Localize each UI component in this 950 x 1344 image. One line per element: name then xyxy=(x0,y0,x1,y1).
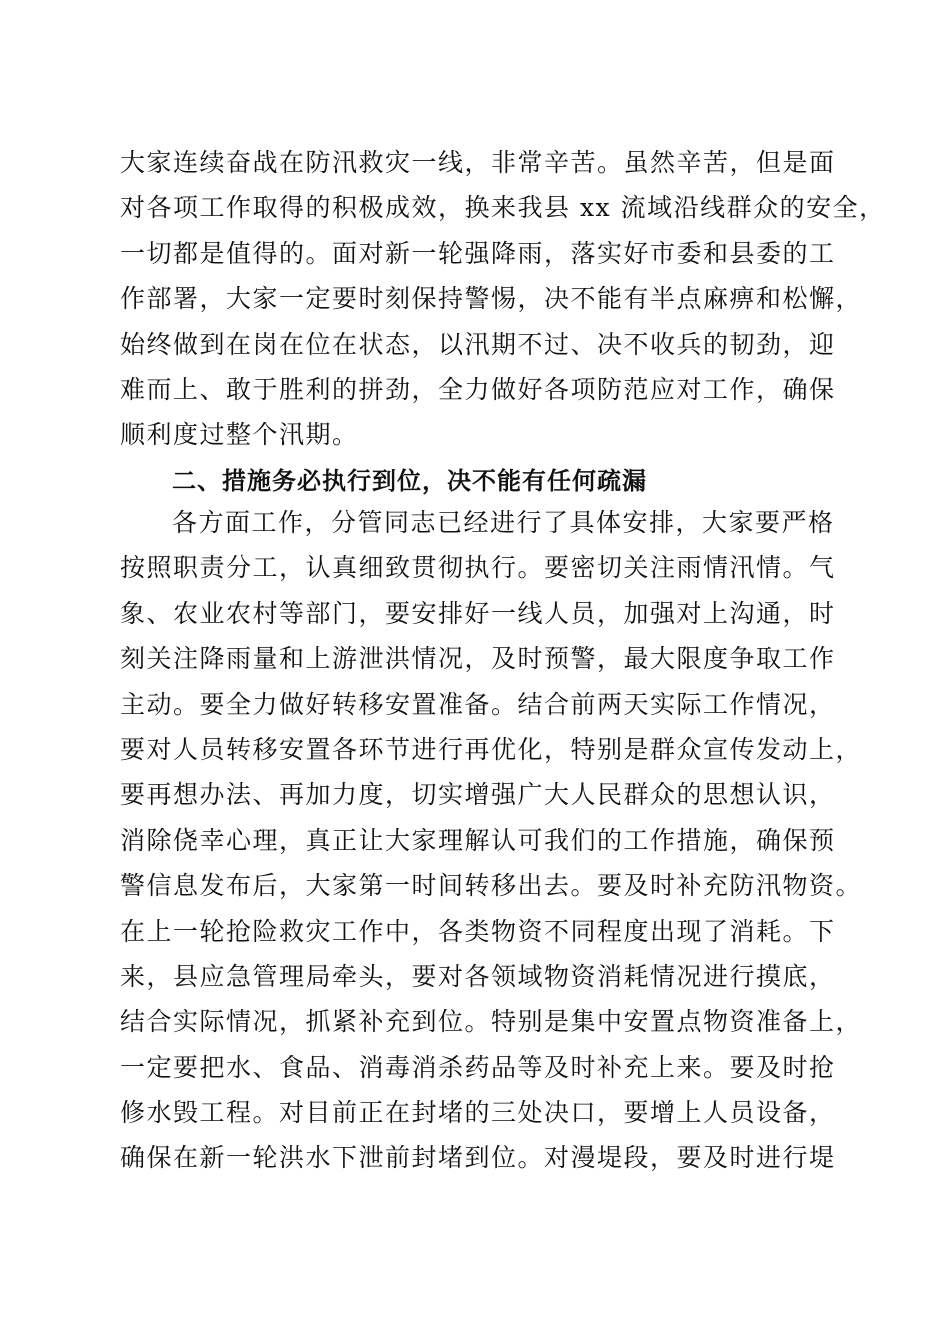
paragraph-line: 难而上、敢于胜利的拼劲，全力做好各项防范应对工作，确保 xyxy=(120,374,836,404)
section-heading-block xyxy=(120,459,840,504)
paragraph-line: 按照职责分工，认真细致贯彻执行。要密切关注雨情汛情。气 xyxy=(120,553,836,583)
paragraph-line: 作部署，大家一定要时刻保持警惕，决不能有半点麻痹和松懈， xyxy=(120,284,863,314)
paragraph-line: 要对人员转移安置各环节进行再优化，特别是群众宣传发动上， xyxy=(120,734,863,764)
paragraph-line: 大家连续奋战在防汛救灾一线，非常辛苦。虽然辛苦，但是面 xyxy=(120,148,836,177)
paragraph-line: 修水毁工程。对目前正在封堵的三处决口，要增上人员设备， xyxy=(120,1098,836,1128)
paragraph-line: 消除侥幸心理，真正让大家理解认可我们的工作措施，确保预 xyxy=(120,825,836,855)
paragraph-line: 警信息发布后，大家第一时间转移出去。要及时补充防汛物资。 xyxy=(120,871,863,901)
paragraph-line: 象、农业农村等部门，要安排好一线人员，加强对上沟通，时 xyxy=(120,598,836,628)
paragraph-1 xyxy=(120,140,886,458)
paragraph-line: 来，县应急管理局牵头，要对各领域物资消耗情况进行摸底， xyxy=(120,961,836,991)
paragraph-2 xyxy=(120,500,863,1181)
paragraph-line: 结合实际情况，抓紧补充到位。特别是集中安置点物资准备上， xyxy=(120,1007,863,1037)
paragraph-line: 始终做到在岗在位在状态，以汛期不过、决不收兵的韧劲，迎 xyxy=(120,329,836,359)
paragraph-line: 对各项工作取得的积极成效，换来我县 xx 流域沿线群众的安全， xyxy=(120,193,886,223)
paragraph-line: 一定要把水、食品、消毒消杀药品等及时补充上来。要及时抢 xyxy=(120,1052,836,1082)
paragraph-line: 一切都是值得的。面对新一轮强降雨，落实好市委和县委的工 xyxy=(120,238,836,268)
paragraph-line: 确保在新一轮洪水下泄前封堵到位。对漫堤段，要及时进行堤 xyxy=(120,1143,836,1173)
paragraph-line: 在上一轮抢险救灾工作中，各类物资不同程度出现了消耗。下 xyxy=(120,916,836,946)
paragraph-line: 顺利度过整个汛期。 xyxy=(120,420,359,450)
paragraph-line: 要再想办法、再加力度，切实增强广大人民群众的思想认识， xyxy=(120,780,836,810)
section-heading: 二、措施务必执行到位，决不能有任何疏漏 xyxy=(172,467,647,495)
paragraph-line: 刻关注降雨量和上游泄洪情况，及时预警，最大限度争取工作 xyxy=(120,644,836,674)
paragraph-line: 主动。要全力做好转移安置准备。结合前两天实际工作情况， xyxy=(120,689,836,719)
paragraph-line: 各方面工作，分管同志已经进行了具体安排，大家要严格 xyxy=(172,508,835,537)
